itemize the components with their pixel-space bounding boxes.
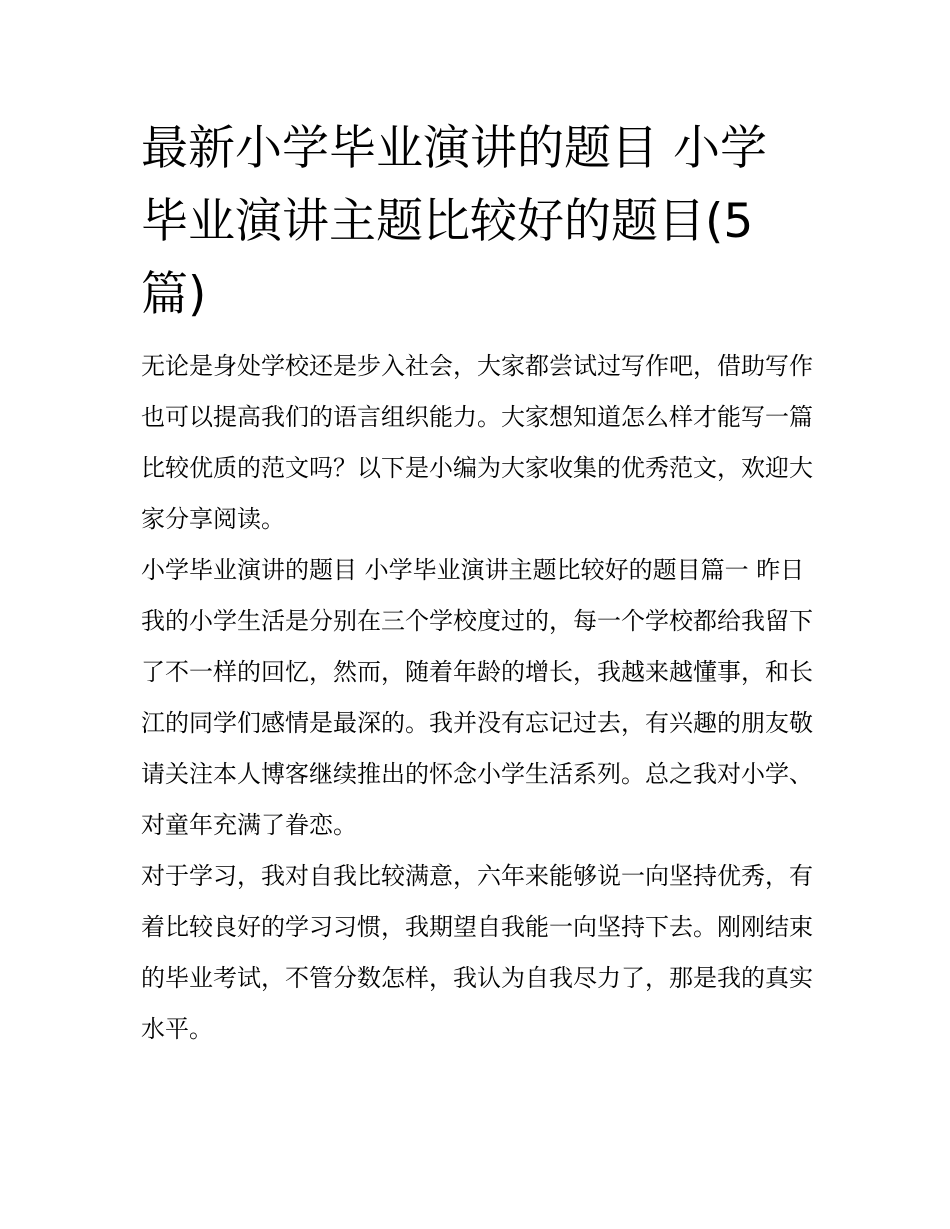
document-page	[141, 112, 813, 1055]
body-paragraph: 对于学习，我对自我比较满意，六年来能够说一向坚持优秀，有着比较良好的学习习惯，我期望自我能一向坚持下去。刚刚结束的毕业考试，不管分数怎样，我认为自我尽力了，那是我的真实水平。	[141, 862, 813, 1043]
intro-paragraph: 无论是身处学校还是步入社会，大家都尝试过写作吧，借助写作也可以提高我们的语言组织能力。大家想知道怎么样才能写一篇比较优质的范文吗？以下是小编为大家收集的优秀范文，欢迎大家分享阅读。	[141, 352, 813, 533]
body-paragraph: 我的小学生活是分别在三个学校度过的，每一个学校都给我留下了不一样的回忆，然而，随着年龄的增长，我越来越懂事，和长江的同学们感情是最深的。我并没有忘记过去，有兴趣的朋友敬请关注本人博客继续推出的怀念小学生活系列。总之我对小学、对童年充满了眷恋。	[141, 607, 813, 839]
document-title: 最新小学毕业演讲的题目 小学毕业演讲主题比较好的题目(5篇)	[141, 121, 767, 322]
section-heading: 小学毕业演讲的题目 小学毕业演讲主题比较好的题目篇一 昨日	[141, 556, 805, 584]
